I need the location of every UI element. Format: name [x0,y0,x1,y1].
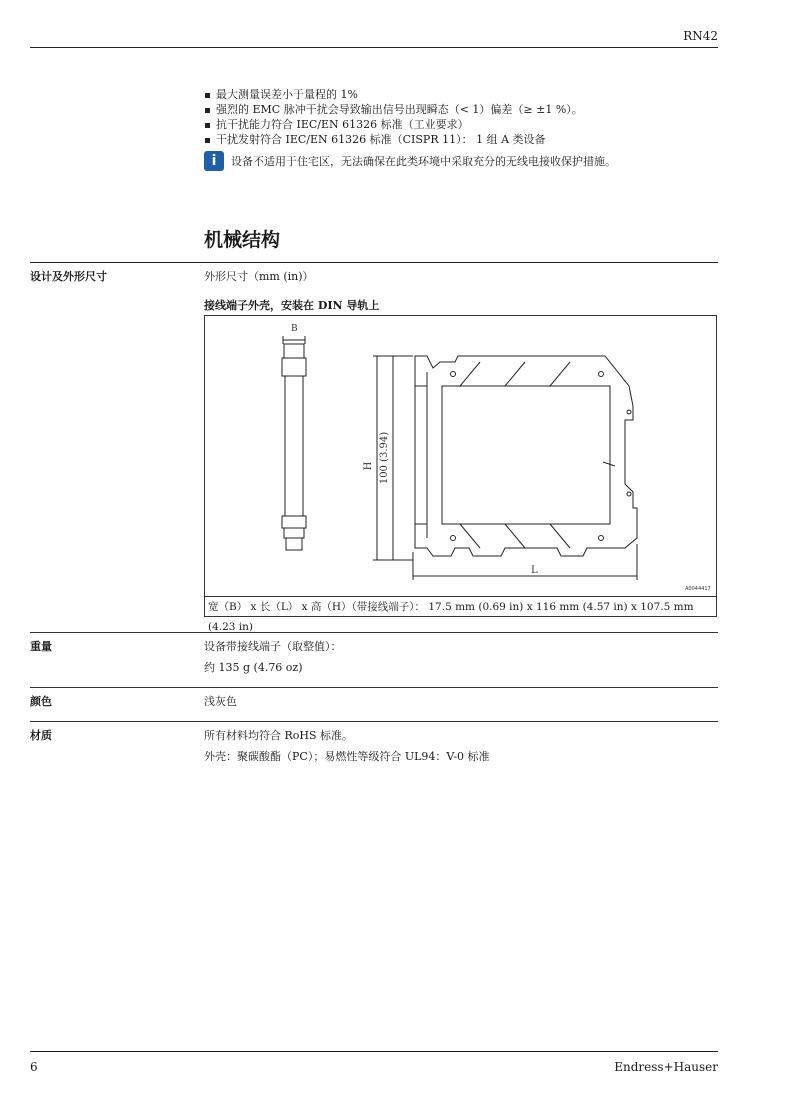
material-rule [30,721,718,722]
height-dimension [363,356,413,560]
side-view [282,324,306,550]
note-text: 设备不适用于住宅区，无法确保在此类环境中采取充分的无线电接收保护措施。 [231,155,616,168]
info-note [204,151,616,171]
weight-label: 重量 [30,640,52,653]
figure-subtitle: 接线端子外壳，安装在 DIN 导轨上 [204,299,380,312]
figure-id: A0044417 [685,586,711,592]
dimension-figure [204,315,717,617]
label-b: B [291,324,298,334]
dimension-drawing [205,316,716,596]
design-label: 设计及外形尺寸 [30,270,107,283]
label-height-value: 100 (3.94) [379,431,390,485]
page-number: 6 [30,1060,38,1074]
section-title: 机械结构 [204,229,281,251]
product-name: RN42 [683,29,718,43]
list-item: 强烈的 EMC 脉冲干扰会导致输出信号出现瞬态（< 1）偏差（≥ ±1 %）。 [204,102,583,117]
list-item: 最大测量误差小于量程的 1% [204,87,583,102]
header-rule [30,47,718,48]
color-rule [30,687,718,688]
info-icon: i [204,151,224,171]
weight-rule [30,632,718,633]
figure-caption: 宽（B） x 长（L） x 高（H）（带接线端子）： 17.5 mm (0.69 in) x 116 mm (4.57 in) x 107.5 mm (4.23 in) [204,596,717,617]
material-line-1: 所有材料均符合 RoHS 标准。 [204,729,354,742]
material-line-2: 外壳：聚碳酸酯（PC）；易燃性等级符合 UL94：V-0 标准 [204,750,490,763]
weight-line-2: 约 135 g (4.76 oz) [204,661,303,674]
color-label: 颜色 [30,695,52,708]
footer-rule [30,1051,718,1052]
list-item: 抗干扰能力符合 IEC/EN 61326 标准（工业要求） [204,117,583,132]
section-rule [30,262,718,263]
color-value: 浅灰色 [204,695,237,708]
front-view [415,356,637,556]
weight-line-1: 设备带接线端子（取整值）： [204,640,342,653]
spec-bullet-list [204,87,583,147]
length-dimension [413,544,637,580]
label-l: L [531,565,538,576]
list-item: 干扰发射符合 IEC/EN 61326 标准（CISPR 11）： 1 组 A 类设备 [204,132,583,147]
dimensions-intro: 外形尺寸（mm (in)） [204,270,314,283]
label-h: H [363,461,374,471]
brand-name: Endress+Hauser [614,1060,718,1074]
material-label: 材质 [30,729,52,742]
